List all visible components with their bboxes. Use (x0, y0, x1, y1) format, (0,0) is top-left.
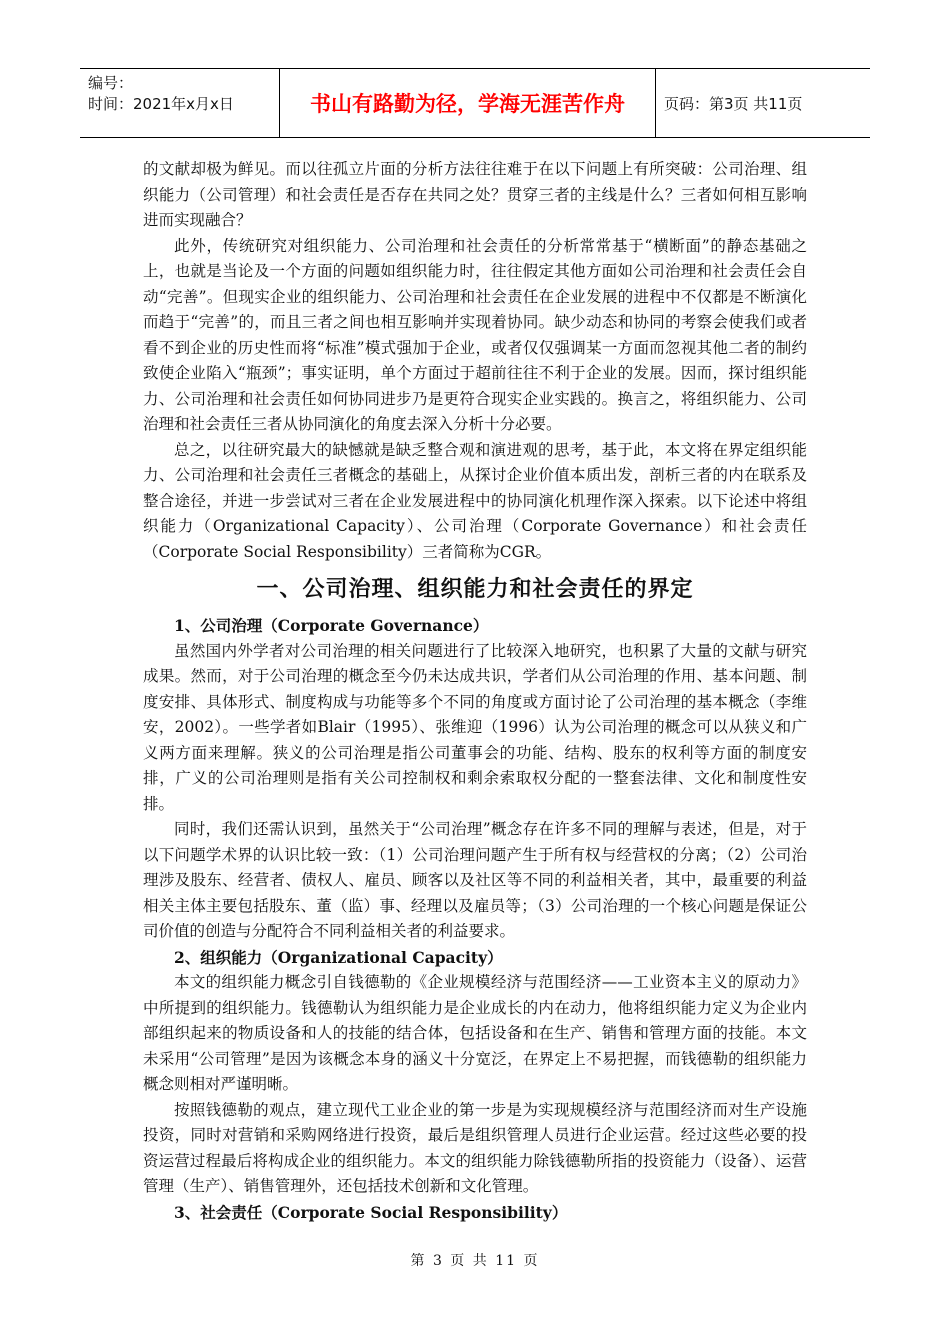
paragraph: 本文的组织能力概念引自钱德勒的《企业规模经济与范围经济——工业资本主义的原动力》中所提到的组织能力。钱德勒认为组织能力是企业成长的内在动力，他将组织能力定义为企业内部组织起来的物质设备和人的技能的结合体，包括设备和在生产、销售和管理方面的技能。本文未采用“公司管理”是因为该概念本身的涵义十分宽泛，在界定上不易把握，而钱德勒的组织能力概念则相对严谨明晰。 (143, 973, 807, 1093)
doc-number-label: 编号： (88, 74, 134, 92)
paragraph: 同时，我们还需认识到，虽然关于“公司治理”概念存在许多不同的理解与表述，但是，对于以下问题学术界的认识比较一致：（1）公司治理问题产生于所有权与经营权的分离；（2）公司治理涉及股东、经营者、债权人、雇员、顾客以及社区等不同的利益相关者，其中，最重要的利益相关主体主要包括股东、董（监）事、经理以及雇员等；（3）公司治理的一个核心问题是保证公司价值的创造与分配符合不同利益相关者的利益要求。 (143, 820, 807, 940)
header-motto: 书山有路勤为径，学海无涯苦作舟 (280, 69, 656, 137)
page-header (80, 68, 870, 138)
page-footer: 第 3 页 共 11 页 (410, 1253, 540, 1269)
document-body (143, 157, 807, 1225)
paragraph: 按照钱德勒的观点，建立现代工业企业的第一步是为实现规模经济与范围经济而对生产设施投资，同时对营销和采购网络进行投资，最后是组织管理人员进行企业运营。经过这些必要的投资运营过程最后将构成企业的组织能力。本文的组织能力除钱德勒所指的投资能力（设备）、运营管理（生产）、销售管理外，还包括技术创新和文化管理。 (143, 1100, 807, 1195)
subsection-heading-responsibility: 3、社会责任（Corporate Social Responsibility） (174, 1202, 568, 1222)
header-page-info: 页码：第3页 共11页 (664, 94, 803, 113)
paragraph: 虽然国内外学者对公司治理的相关问题进行了比较深入地研究，也积累了大量的文献与研究成果。然而，对于公司治理的概念至今仍未达成共识，学者们从公司治理的作用、基本问题、制度安排、具体形式、制度构成与功能等多个不同的角度或方面讨论了公司治理的基本概念（李维安，2002）。一些学者如Blair（1995）、张维迎（1996）认为公司治理的概念可以从狭义和广义两方面来理解。狭义的公司治理是指公司董事会的功能、结构、股东的权利等方面的制度安排，广义的公司治理则是指有关公司控制权和剩余索取权分配的一整套法律、文化和制度性安排。 (143, 641, 807, 813)
subsection-heading-capacity: 2、组织能力（Organizational Capacity） (174, 947, 503, 967)
section-heading: 一、公司治理、组织能力和社会责任的界定 (256, 577, 694, 602)
paragraph: 总之，以往研究最大的缺憾就是缺乏整合观和演进观的思考，基于此，本文将在界定组织能力、公司治理和社会责任三者概念的基础上，从探讨企业价值本质出发，剖析三者的内在联系及整合途径，并进一步尝试对三者在企业发展进程中的协同演化机理作深入探索。以下论述中将组织能力（Organizational Capacity）、公司治理（Corporate Governance）和社会责任（Corporate Social Responsibility）三者简称为CGR。 (143, 440, 807, 561)
doc-date-label: 时间：2021年x月x日 (88, 95, 234, 113)
paragraph: 的文献却极为鲜见。而以往孤立片面的分析方法往往难于在以下问题上有所突破：公司治理、组织能力（公司管理）和社会责任是否存在共同之处？贯穿三者的主线是什么？三者如何相互影响进而实现融合？ (143, 160, 807, 229)
subsection-heading-governance: 1、公司治理（Corporate Governance） (174, 616, 489, 635)
header-meta (80, 69, 280, 137)
paragraph: 此外，传统研究对组织能力、公司治理和社会责任的分析常常基于“横断面”的静态基础之上，也就是当论及一个方面的问题如组织能力时，往往假定其他方面如公司治理和社会责任会自动“完善”。但现实企业的组织能力、公司治理和社会责任在企业发展的进程中不仅都是不断演化而趋于“完善”的，而且三者之间也相互影响并实现着协同。缺少动态和协同的考察会使我们或者看不到企业的历史性而将“标准”模式强加于企业，或者仅仅强调某一方面而忽视其他二者的制约致使企业陷入“瓶颈”；事实证明，单个方面过于超前往往不利于企业的发展。因而，探讨组织能力、公司治理和社会责任如何协同进步乃是更符合现实企业实践的。换言之，将组织能力、公司治理和社会责任三者从协同演化的角度去深入分析十分必要。 (143, 236, 807, 433)
